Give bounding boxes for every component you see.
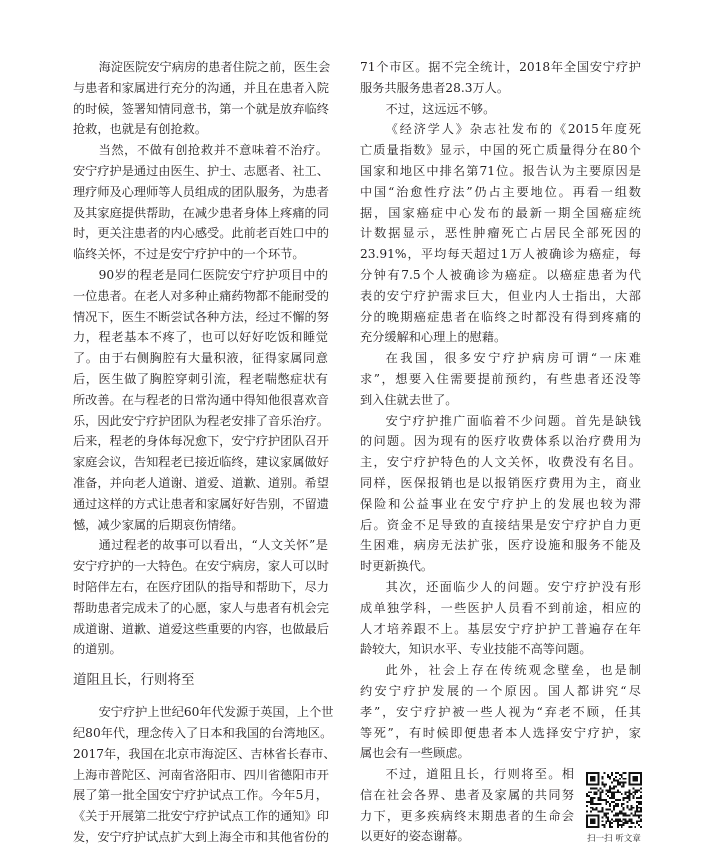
text-line: 力，程老基本不疼了，也可以好好吃饭和睡觉 (73, 330, 328, 345)
text-line: 及其家庭提供帮助，在减少患者身体上疼痛的同 (73, 205, 329, 220)
paragraph (360, 577, 641, 660)
text-line: 通过程老的故事可以看出，“人文关怀”是 (98, 538, 328, 553)
text-line: 约安宁疗护发展的一个原因。国人都讲究“尽 (360, 683, 641, 698)
text-line: 后。资金不足导致的直接结果是安宁疗护自力更 (360, 517, 641, 532)
text-line: 当然，不做有创抢救并不意味着不治疗。 (98, 143, 328, 158)
left-paragraphs-after-heading (73, 702, 336, 848)
text-line: 的道别。 (73, 642, 122, 657)
text-line: 人才培养跟不上。基层安宁疗护护工普遍存在年 (360, 621, 641, 636)
text-line: 通过这样的方式让患者和家属好好告别，不留遗 (73, 496, 329, 511)
paragraph (360, 119, 641, 348)
text-line: 上海市普陀区、河南省洛阳市、四川省德阳市开 (73, 767, 329, 782)
text-line: 《关于开展第二批安宁疗护试点工作的通知》印 (73, 809, 329, 824)
text-line: 以更好的姿态谢幕。 (360, 829, 470, 844)
paragraph (360, 348, 641, 410)
text-line: 的时候，签署知情同意书，第一个就是放弃临终 (73, 101, 329, 116)
text-line: 了。由于右侧胸腔有大量积液，征得家属同意 (73, 351, 328, 366)
text-line: 一位患者。在老人对多种止痛药物都不能耐受的 (73, 288, 329, 303)
text-line: 成单独学科，一些医护人员看不到前途，相应的 (360, 600, 641, 615)
text-line: 抢救，也就是有创抢救。 (73, 122, 208, 137)
text-line: 与患者和家属进行充分的沟通，并且在患者入院 (73, 80, 329, 95)
paragraph (73, 702, 336, 848)
text-line: 乐，因此安宁疗护团队为程老安排了音乐治疗。 (73, 413, 329, 428)
text-line: 时，更关注患者的内心感受。此前老百姓口中的 (73, 226, 329, 241)
text-line: 同样，医保报销也是以报销医疗费用为主，商业 (360, 475, 641, 490)
text-line: 2017年，我国在北京市海淀区、吉林省长春市、 (73, 746, 336, 761)
text-line: 据，国家癌症中心发布的最新一期全国癌症统 (360, 205, 641, 220)
paragraph (73, 265, 328, 535)
qr-caption: 扫一扫 听文章 (587, 834, 641, 844)
section-heading: 道阻且长，行则将至 (73, 672, 195, 689)
text-line: 发，安宁疗护试点扩大到上海全市和其他省份的 (73, 829, 329, 844)
text-line: 分的晚期癌症患者在临终之时都没有得到疼痛的 (360, 309, 641, 324)
paragraph (73, 57, 331, 140)
text-line: 不过，道阻且长，行则将至。相 (385, 767, 574, 782)
text-line: 安宁疗护推广面临着不少问题。首先是缺钱 (385, 413, 641, 428)
left-paragraphs-before-heading (73, 57, 331, 660)
left-column (73, 57, 336, 848)
text-line: 准备，并向老人道谢、道爱、道歉、道别。希望 (73, 475, 329, 490)
text-line: 的问题。因为现有的医疗收费体系以治疗费用为 (360, 434, 641, 449)
text-line: 亡质量指数》显示，中国的死亡质量得分在80个 (360, 143, 641, 158)
text-line: 到入住就去世了。 (360, 392, 458, 407)
qr-code-pattern (586, 772, 642, 828)
paragraph (360, 99, 641, 120)
text-line: 中国“治愈性疗法”仍占主要地位。再看一组数 (360, 184, 641, 199)
text-line: 孝”，安宁疗护被一些人视为“弃老不顾，任其 (360, 704, 641, 719)
text-line: 纪80年代，理念传入了日本和我国的台湾地区。 (73, 725, 333, 740)
text-line: 23.91%，平均每天超过1万人被确诊为癌症，每 (360, 247, 641, 262)
text-line: 计数据显示，恶性肿瘤死亡占居民全部死因的 (360, 226, 641, 241)
text-line: 龄较大，知识水平、专业技能不高等问题。 (360, 642, 592, 657)
text-line: 不过，这远远不够。 (385, 101, 496, 116)
text-line: 71个市区。据不完全统计，2018年全国安宁疗护 (360, 60, 641, 74)
paragraph (360, 57, 641, 99)
text-line: 时陪伴左右，在医疗团队的指导和帮助下，尽力 (73, 579, 329, 594)
qr-block (584, 772, 644, 844)
paragraph (360, 660, 641, 764)
text-line: 属也会有一些顾虑。 (360, 746, 470, 761)
text-line: 家庭会议，告知程老已接近临终，建议家属做好 (73, 455, 329, 470)
text-line: 保险和公益事业在安宁疗护上的发展也较为滞 (360, 496, 641, 511)
text-line: 安宁疗护上世纪60年代发源于英国，上个世 (98, 705, 334, 720)
text-line: 憾，减少家属的后期哀伤情绪。 (73, 517, 244, 532)
text-line: 所改善。在与程老的日常沟通中得知他很喜欢音 (73, 392, 329, 407)
text-line: 服务共服务患者28.3万人。 (360, 80, 510, 95)
paragraph (360, 411, 641, 577)
text-line: 在我国，很多安宁疗护病房可谓“一床难 (385, 351, 641, 366)
text-line: 力下，更多疾病终末期患者的生命会 (360, 808, 574, 823)
text-line: 其次，还面临少人的问题。安宁疗护没有形 (385, 579, 641, 594)
text-line: 安宁疗护的一大特色。在安宁病房，家人可以时 (73, 559, 329, 574)
text-line: 安宁疗护是通过由医生、护士、志愿者、社工、 (73, 163, 329, 178)
text-line: 《经济学人》杂志社发布的《2015年度死 (385, 122, 641, 137)
text-line: 展了第一批全国安宁疗护试点工作。今年5月， (73, 788, 328, 803)
text-line: 分钟有7.5个人被确诊为癌症。以癌症患者为代 (360, 267, 641, 282)
text-line: 理疗师及心理师等人员组成的团队服务，为患者 (73, 184, 329, 199)
text-line: 情况下，医生不断尝试各种方法，经过不懈的努 (73, 309, 329, 324)
paragraph (73, 535, 328, 660)
text-line: 90岁的程老是同仁医院安宁疗护项目中的 (98, 267, 328, 282)
text-line: 主，安宁疗护特色的人文关怀，收费没有名目。 (360, 455, 641, 470)
text-line: 充分缓解和心理上的慰藉。 (360, 330, 507, 345)
text-line: 帮助患者完成未了的心愿，家人与患者有机会完 (73, 600, 329, 615)
text-line: 时更新换代。 (360, 559, 434, 574)
text-line: 海淀医院安宁病房的患者住院之前，医生会 (98, 60, 331, 74)
qr-code-icon[interactable] (586, 772, 642, 828)
text-line: 国家和地区中排名第71位。报告认为主要原因是 (360, 163, 641, 178)
text-line: 临终关怀，不过是安宁疗护中的一个环节。 (73, 247, 305, 262)
text-line: 成道谢、道歉、道爱这些重要的内容，也做最后 (73, 621, 329, 636)
text-line: 此外，社会上存在传统观念壁垒，也是制 (385, 663, 641, 678)
text-line: 等死”，有时候即便患者本人选择安宁疗护，家 (360, 725, 641, 740)
text-line: 表的安宁疗护需求巨大，但业内人士指出，大部 (360, 288, 641, 303)
paragraph (73, 140, 328, 265)
text-line: 后来，程老的身体每况愈下，安宁疗护团队召开 (73, 434, 329, 449)
text-line: 信在社会各界、患者及家属的共同努 (360, 787, 574, 802)
text-line: 生困难，病房无法扩张，医疗设施和服务不能及 (360, 538, 641, 553)
right-column (360, 57, 641, 847)
text-line: 后，医生做了胸腔穿刺引流，程老喘憋症状有 (73, 371, 328, 386)
text-line: 求”，想要入住需要提前预约，有些患者还没等 (360, 371, 641, 386)
